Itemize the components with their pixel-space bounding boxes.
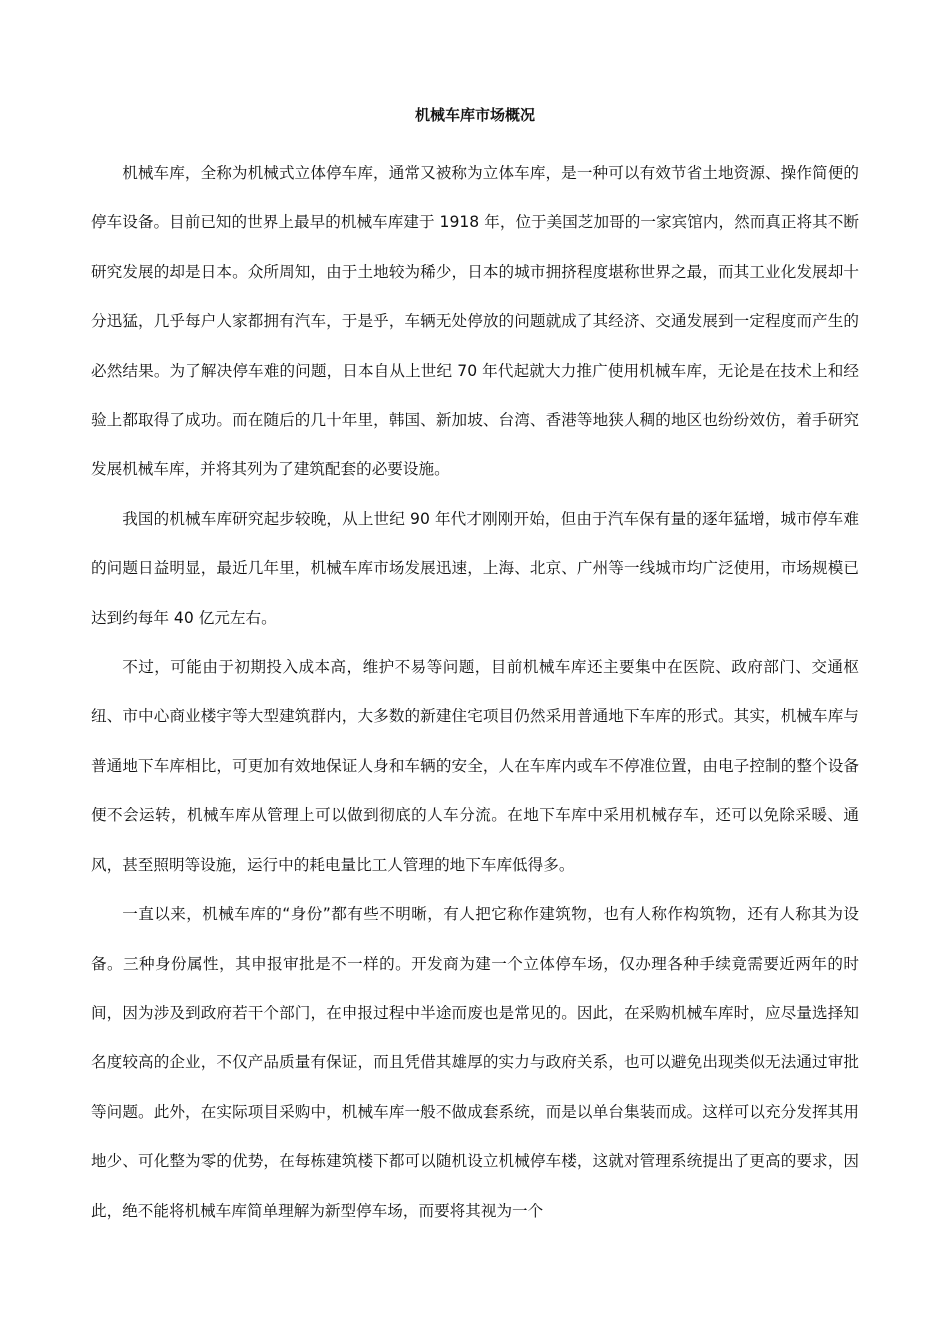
- paragraph-2: 我国的机械车库研究起步较晚，从上世纪 90 年代才刚刚开始，但由于汽车保有量的逐年猛增，城市停车难的问题日益明显，最近几年里，机械车库市场发展迅速，上海、北京、广州等一线城市均广泛使用，市场规模已达到约每年 40 亿元左右。: [91, 509, 859, 627]
- document-body: [91, 149, 859, 1236]
- document-title: 机械车库市场概况: [414, 106, 535, 124]
- paragraph-3: 不过，可能由于初期投入成本高，维护不易等问题，目前机械车库还主要集中在医院、政府部门、交通枢纽、市中心商业楼宇等大型建筑群内，大多数的新建住宅项目仍然采用普通地下车库的形式。其实，机械车库与普通地下车库相比，可更加有效地保证人身和车辆的安全，人在车库内或车不停准位置，由电子控制的整个设备便不会运转，机械车库从管理上可以做到彻底的人车分流。在地下车库中采用机械存车，还可以免除采暖、通风，甚至照明等设施，运行中的耗电量比工人管理的地下车库低得多。: [91, 658, 859, 874]
- paragraph-1: 机械车库，全称为机械式立体停车库，通常又被称为立体车库，是一种可以有效节省土地资源、操作简便的停车设备。目前已知的世界上最早的机械车库建于 1918 年，位于美国芝加哥的一家宾馆内，然而真正将其不断研究发展的却是日本。众所周知，由于土地较为稀少，日本的城市拥挤程度堪称世界之最，而其工业化发展却十分迅猛，几乎每户人家都拥有汽车，于是乎，车辆无处停放的问题就成了其经济、交通发展到一定程度而产生的必然结果。为了解决停车难的问题，日本自从上世纪 70 年代起就大力推广使用机械车库，无论是在技术上和经验上都取得了成功。而在随后的几十年里，韩国、新加坡、台湾、香港等地狭人稠的地区也纷纷效仿，着手研究发展机械车库，并将其列为了建筑配套的必要设施。: [91, 164, 859, 479]
- paragraph-4: 一直以来，机械车库的“身份”都有些不明晰，有人把它称作建筑物，也有人称作构筑物，还有人称其为设备。三种身份属性，其申报审批是不一样的。开发商为建一个立体停车场，仅办理各种手续竟需要近两年的时间，因为涉及到政府若干个部门，在申报过程中半途而废也是常见的。因此，在采购机械车库时，应尽量选择知名度较高的企业，不仅产品质量有保证，而且凭借其雄厚的实力与政府关系，也可以避免出现类似无法通过审批等问题。此外，在实际项目采购中，机械车库一般不做成套系统，而是以单台集装而成。这样可以充分发挥其用地少、可化整为零的优势，在每栋建筑楼下都可以随机设立机械停车楼，这就对管理系统提出了更高的要求，因此，绝不能将机械车库简单理解为新型停车场，而要将其视为一个: [91, 905, 859, 1220]
